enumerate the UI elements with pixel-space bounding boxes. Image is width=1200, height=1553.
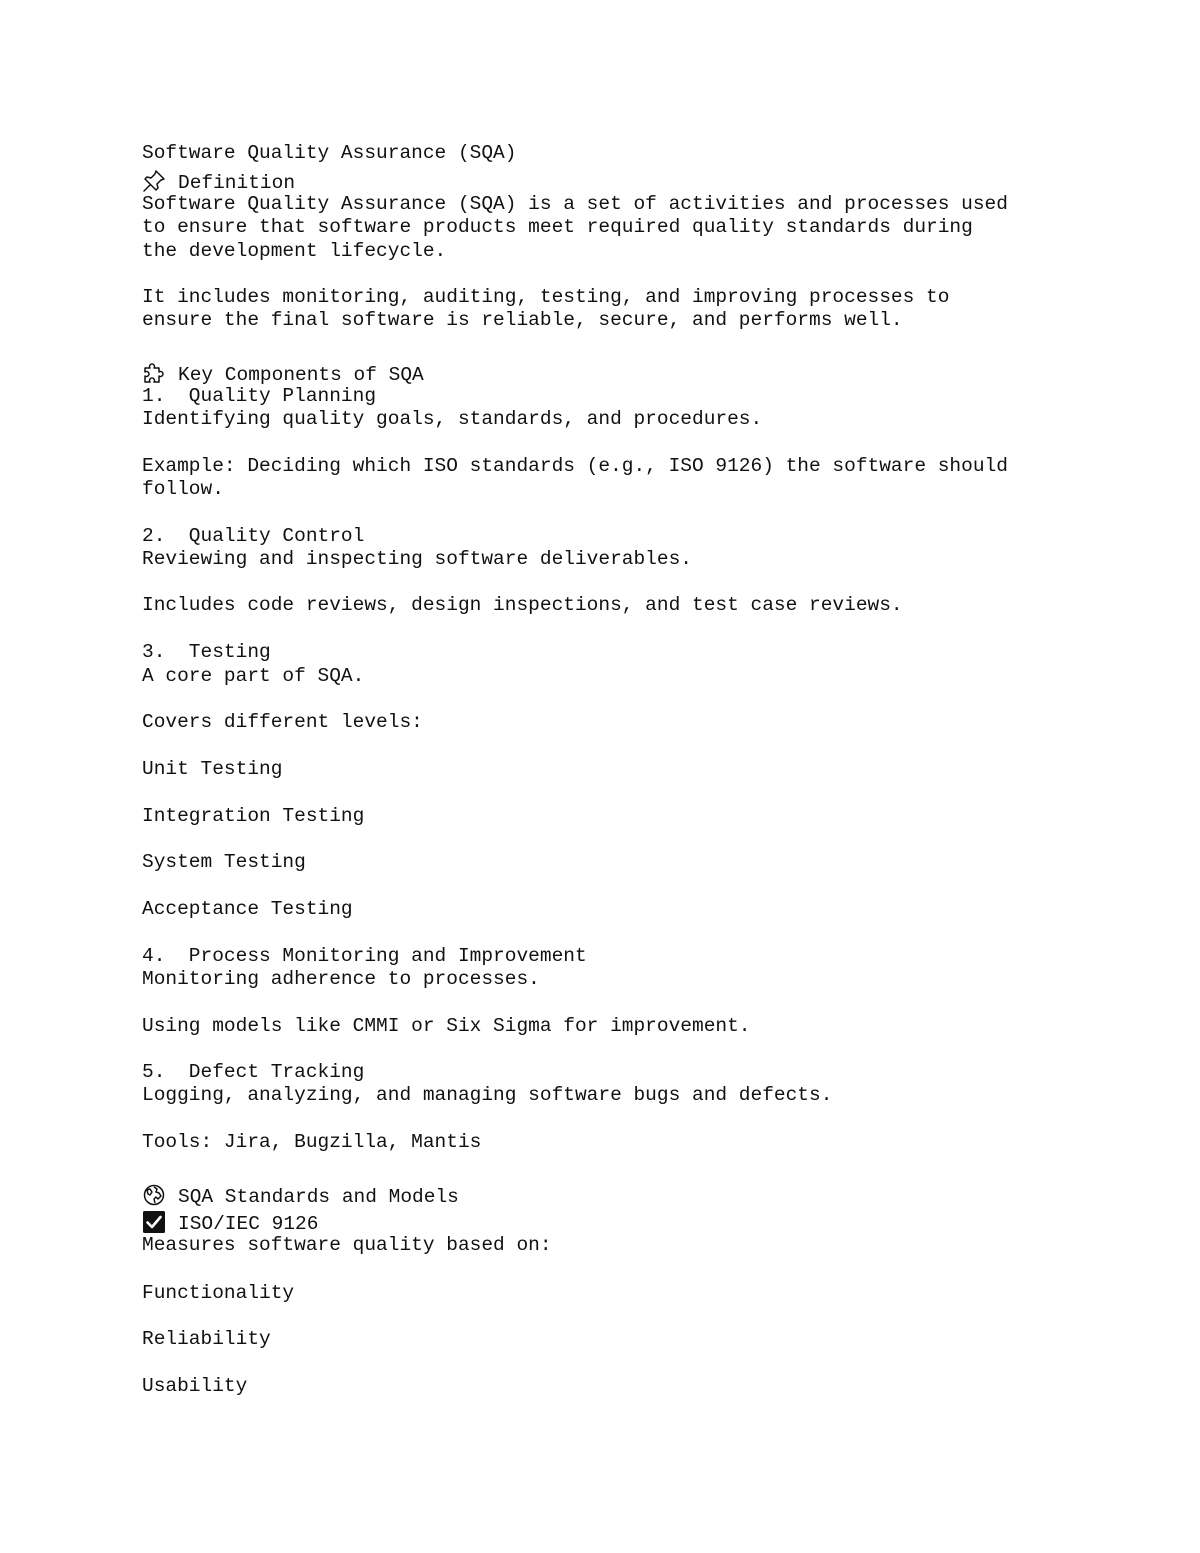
definition-line: the development lifecycle. <box>142 240 447 262</box>
definition-line: Software Quality Assurance (SQA) is a set of activities and processes used <box>142 193 1008 215</box>
component-line: Example: Deciding which ISO standards (e.g., ISO 9126) the software should <box>142 455 1008 477</box>
component-heading: 5. Defect Tracking <box>142 1061 365 1083</box>
component-line: Integration Testing <box>142 805 365 827</box>
component-heading: 1. Quality Planning <box>142 385 377 407</box>
component-line: Using models like CMMI or Six Sigma for improvement. <box>142 1015 751 1037</box>
definition-heading-row <box>142 169 295 194</box>
component-line: Unit Testing <box>142 758 283 780</box>
puzzle-icon <box>142 361 166 385</box>
globe-icon <box>142 1183 166 1207</box>
iso-line: Reliability <box>142 1328 271 1350</box>
component-line: Reviewing and inspecting software deliverables. <box>142 548 692 570</box>
definition-line: to ensure that software products meet required quality standards during <box>142 216 973 238</box>
component-line: Tools: Jira, Bugzilla, Mantis <box>142 1131 482 1153</box>
component-line: follow. <box>142 478 224 500</box>
standards-heading: SQA Standards and Models <box>178 1186 459 1208</box>
component-line: Acceptance Testing <box>142 898 353 920</box>
iso-line: Usability <box>142 1375 248 1397</box>
iso-heading: ISO/IEC 9126 <box>178 1213 319 1235</box>
component-line: System Testing <box>142 851 306 873</box>
component-line: Covers different levels: <box>142 711 423 733</box>
check-box-icon <box>142 1210 166 1234</box>
component-heading: 2. Quality Control <box>142 525 365 547</box>
standards-heading-row <box>142 1183 459 1208</box>
iso-line: Functionality <box>142 1282 295 1304</box>
pushpin-icon <box>142 169 166 193</box>
components-heading: Key Components of SQA <box>178 364 424 386</box>
iso-line: Measures software quality based on: <box>142 1234 552 1256</box>
component-line: A core part of SQA. <box>142 665 365 687</box>
definition-line: It includes monitoring, auditing, testing, and improving processes to <box>142 286 950 308</box>
document-title: Software Quality Assurance (SQA) <box>142 142 517 164</box>
component-heading: 3. Testing <box>142 641 271 663</box>
component-line: Monitoring adherence to processes. <box>142 968 540 990</box>
component-line: Includes code reviews, design inspections, and test case reviews. <box>142 594 903 616</box>
components-heading-row <box>142 361 424 386</box>
definition-heading: Definition <box>178 172 296 194</box>
component-heading: 4. Process Monitoring and Improvement <box>142 945 587 967</box>
definition-line: ensure the final software is reliable, secure, and performs well. <box>142 309 903 331</box>
component-line: Logging, analyzing, and managing software bugs and defects. <box>142 1084 833 1106</box>
component-line: Identifying quality goals, standards, and procedures. <box>142 408 763 430</box>
iso-heading-row <box>142 1210 318 1235</box>
